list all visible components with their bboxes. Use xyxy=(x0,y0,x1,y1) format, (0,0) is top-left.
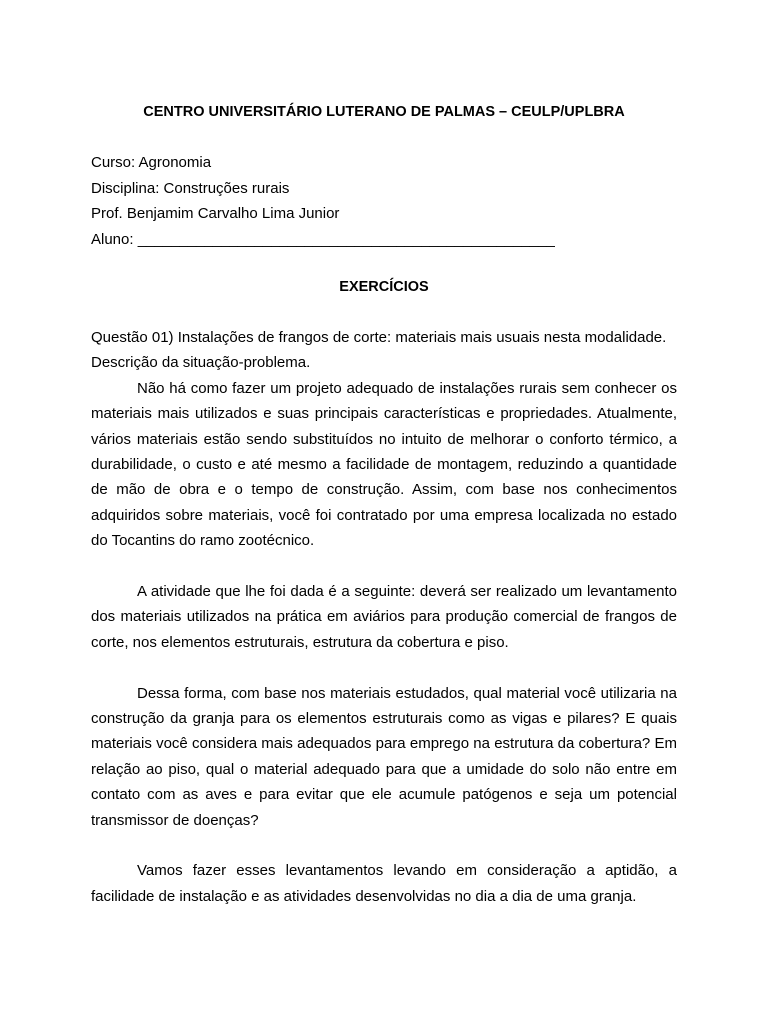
problem-description-label: Descrição da situação-problema. xyxy=(91,354,311,372)
exercise-body xyxy=(91,325,677,909)
question-heading: Questão 01) Instalações de frangos de corte: materiais mais usuais nesta modalidade. xyxy=(91,329,667,346)
paragraph-gap xyxy=(91,554,677,579)
discipline-line: Disciplina: Construções rurais xyxy=(91,179,290,197)
professor-line: Prof. Benjamim Carvalho Lima Junior xyxy=(91,205,340,222)
section-title: EXERCÍCIOS xyxy=(339,279,429,295)
paragraph-gap xyxy=(91,655,677,680)
paragraph-context: Não há como fazer um projeto adequado de instalações rurais sem conhecer os materiais mais utilizados e suas principais características e propriedades. Atualmente, vários materiais estão sendo substituídos no intuito de melhorar o conforto térmico, a durabilidade, o custo e até mesmo a facilidade de montagem, reduzindo a quantidade de mão de obra e o tempo de construção. Assim, com base nos conhecimentos adquiridos sobre materiais, você foi contratado por uma empresa localizada no estado do Tocantins do ramo zootécnico. xyxy=(91,379,677,550)
paragraph-gap xyxy=(91,833,677,858)
paragraph-activity: A atividade que lhe foi dada é a seguinte: deverá ser realizado um levantamento dos materiais utilizados na prática em aviários para produção comercial de frangos de corte, nos elementos estruturais, estrutura da cobertura e piso. xyxy=(91,583,677,651)
paragraph-questions: Dessa forma, com base nos materiais estudados, qual material você utilizaria na construção da granja para os elementos estruturais como as vigas e pilares? E quais materiais você considera mais adequados para emprego na estrutura da cobertura? Em relação ao piso, qual o material adequado para que a umidade do solo não entre em contato com as aves e para evitar que ele acumule patógenos e seja um potencial transmissor de doenças? xyxy=(91,684,677,829)
course-info-block xyxy=(91,150,677,252)
student-line: Aluno: __________________________________________________ xyxy=(91,230,555,248)
course-line: Curso: Agronomia xyxy=(91,154,212,171)
document-title: CENTRO UNIVERSITÁRIO LUTERANO DE PALMAS – CEULP/UPLBRA xyxy=(143,104,625,120)
paragraph-closing: Vamos fazer esses levantamentos levando em consideração a aptidão, a facilidade de instalação e as atividades desenvolvidas no dia a dia de uma granja. xyxy=(91,862,677,905)
